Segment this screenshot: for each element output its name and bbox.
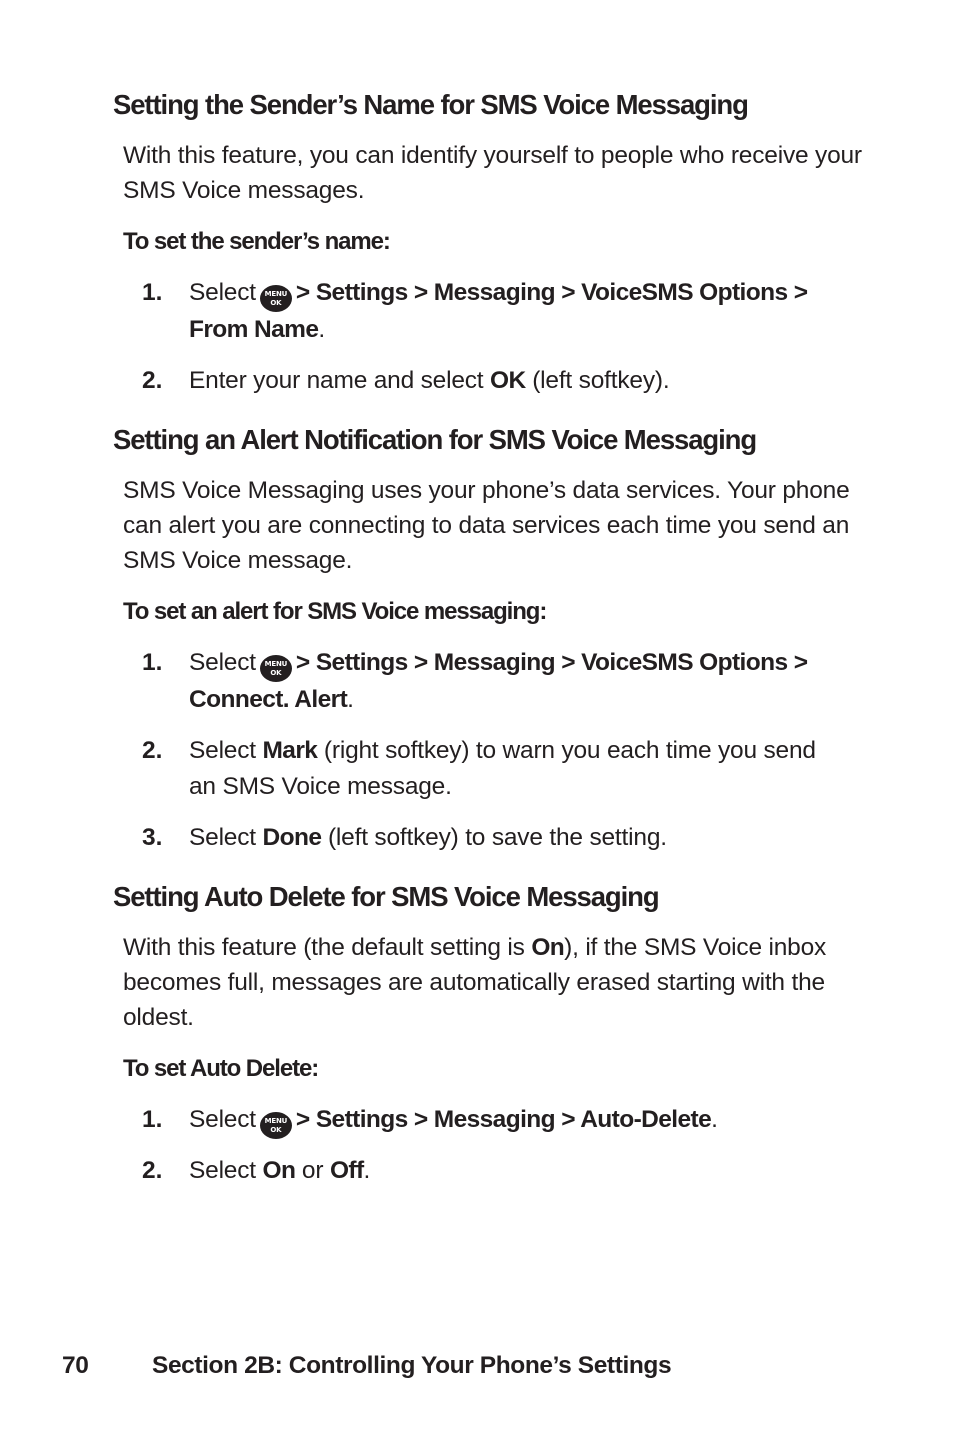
step-text: Select — [189, 1106, 256, 1133]
step-text: Select — [189, 824, 263, 851]
section-heading-auto-delete: Setting Auto Delete for SMS Voice Messaging — [113, 881, 659, 912]
step-item: 2. Enter your name and select OK (left softkey). — [142, 363, 842, 399]
menu-path: > Settings > Messaging > Auto-Delete — [295, 1106, 712, 1133]
step-number: 2. — [142, 737, 163, 764]
section-intro: SMS Voice Messaging uses your phone’s data services. Your phone can alert you are connecting to data services each time you send an SMS Voice message. — [123, 477, 850, 574]
step-item: 1. Select MENU OK > Settings > Messaging > VoiceSMS Options > From Name. — [142, 275, 842, 348]
section-heading-alert-notification: Setting an Alert Notification for SMS Voice Messaging — [113, 424, 757, 455]
step-number: 1. — [142, 1106, 163, 1133]
option-off: Off — [329, 1157, 364, 1184]
section-intro: With this feature (the default setting is On), if the SMS Voice inbox becomes full, messages are automatically erased starting with the oldest. — [123, 934, 827, 1031]
page-number: 70 — [62, 1352, 89, 1379]
section-intro: With this feature, you can identify yourself to people who receive your SMS Voice messages. — [123, 142, 862, 204]
softkey-label: Done — [262, 824, 322, 851]
menu-ok-key-icon: MENU OK — [260, 1112, 292, 1139]
step-text: Enter your name and select — [189, 367, 491, 394]
softkey-label: Mark — [262, 737, 318, 764]
instruction-lead: To set an alert for SMS Voice messaging: — [123, 598, 547, 625]
step-text: Select — [189, 737, 263, 764]
instruction-lead: To set Auto Delete: — [123, 1055, 319, 1082]
step-item: 1. Select MENU OK > Settings > Messaging > Auto-Delete. — [142, 1102, 842, 1139]
softkey-label: OK — [490, 367, 526, 394]
menu-path: > Settings > Messaging > VoiceSMS Options > From Name — [189, 279, 808, 343]
menu-path: > Settings > Messaging > VoiceSMS Options > Connect. Alert — [189, 649, 808, 713]
step-item: 3. Select Done (left softkey) to save the setting. — [142, 820, 842, 856]
instruction-lead: To set the sender’s name: — [123, 228, 390, 255]
section-footer-title: Section 2B: Controlling Your Phone’s Settings — [152, 1352, 672, 1379]
step-number: 3. — [142, 824, 163, 851]
section-heading-sender-name: Setting the Sender’s Name for SMS Voice Messaging — [113, 89, 748, 120]
step-text: Select — [189, 279, 256, 306]
step-text: Select — [189, 649, 256, 676]
step-number: 1. — [142, 279, 163, 306]
step-number: 2. — [142, 367, 163, 394]
menu-ok-key-icon: MENU OK — [260, 285, 292, 312]
step-number: 1. — [142, 649, 163, 676]
step-item: 1. Select MENU OK > Settings > Messaging > VoiceSMS Options > Connect. Alert. — [142, 645, 842, 718]
option-on: On — [262, 1157, 296, 1184]
menu-ok-key-icon: MENU OK — [260, 655, 292, 682]
step-item: 2. Select On or Off. — [142, 1153, 842, 1189]
step-text: Select — [189, 1157, 263, 1184]
step-number: 2. — [142, 1157, 163, 1184]
step-item: 2. Select Mark (right softkey) to warn you each time you send an SMS Voice message. — [142, 733, 842, 805]
